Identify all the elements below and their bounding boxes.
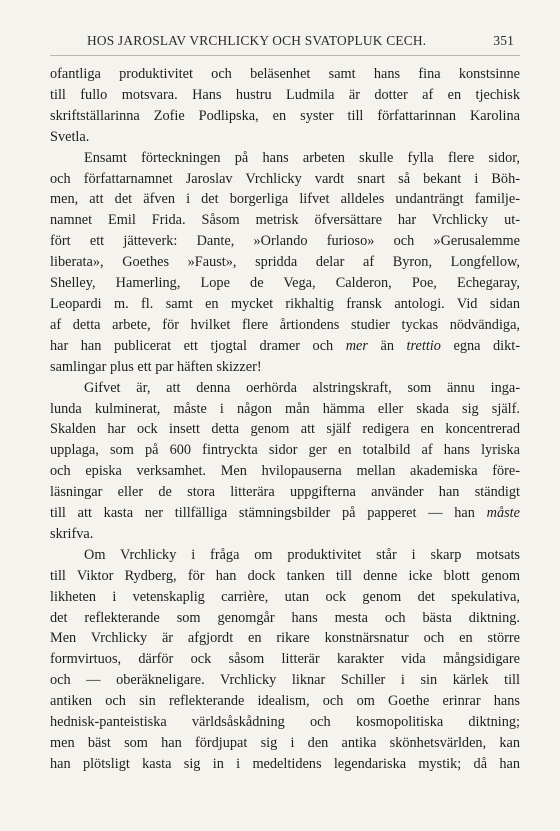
text-line	[50, 336, 520, 357]
text-run: till att kasta ner tillfälliga stämningsbilder på papperet — han	[50, 505, 487, 522]
text-line: skrifva.	[50, 525, 94, 542]
body-text	[50, 64, 520, 775]
text-line: Leopardi m. fl. samt en mycket rikhaltig fransk antologi. Vid sidan	[50, 295, 520, 312]
text-run: har han publicerat ett tjogtal dramer och	[50, 337, 346, 354]
page-number: 351	[493, 33, 514, 48]
text-line: lunda kulminerat, måste i någon mån hämma eller skada sig själf.	[50, 400, 520, 417]
text-line: Skalden har ock insett detta genom att själf redigera en koncentrerad	[50, 421, 520, 438]
text-line: till fullo motsvara. Hans hustru Ludmila är dotter af en tjechisk	[50, 86, 520, 103]
text-line: ofantliga produktivitet och beläsenhet samt hans fina konstsinne	[50, 66, 520, 82]
text-line: läsningar eller de stora litterära uppgifterna använder han ständigt	[50, 484, 520, 501]
text-line: och episka verksamhet. Men hvilopauserna mellan akademiska före-	[50, 463, 520, 480]
emphasis: måste	[486, 505, 520, 522]
running-head-title: HOS JAROSLAV VRCHLICKY OCH SVATOPLUK CECH.	[87, 33, 427, 48]
text-line: men, att det äfven i det borgerliga lifvet alldeles undanträngt familje-	[50, 191, 520, 208]
text-line: och — oberäkneligare. Vrchlicky liknar Schiller i sin kärlek till	[50, 672, 520, 689]
emphasis: trettio	[406, 337, 441, 354]
text-line: namnet Emil Frida. Såsom metrisk öfversättare har Vrchlicky ut-	[50, 212, 520, 229]
text-line: Ensamt förteckningen på hans arbeten skulle fylla flere sidor,	[84, 149, 520, 166]
text-line: han plötsligt kasta sig in i medeltidens legendariska mystik; då han	[50, 755, 520, 772]
text-line: och författarnamnet Jaroslav Vrchlicky vardt snart så bekant i Böh-	[50, 170, 520, 187]
text-line: liberata», Goethes »Faust», spridda delar af Byron, Longfellow,	[50, 254, 520, 271]
text-line: upplaga, som på 600 fintryckta sidor ger en totalbild af hans lyriska	[50, 442, 520, 459]
text-line: likheten i vetenskaplig carrière, utan ock genom det spekulativa,	[50, 588, 520, 605]
text-line: Gifvet är, att denna oerhörda alstringskraft, som ännu inga-	[84, 379, 520, 396]
text-line: Svetla.	[50, 128, 90, 145]
text-line: samlingar plus ett par häften skizzer!	[50, 358, 262, 375]
text-line: hednisk-panteistiska världsåskådning och kosmopolitiska diktning;	[50, 714, 520, 731]
text-line: fört ett jätteverk: Dante, »Orlando furioso» och »Gerusalemme	[50, 233, 520, 250]
text-line: formvirtuos, därför ock såsom litterär karakter vida mångsidigare	[50, 651, 520, 668]
text-line: antiken och sin reflekterande idealism, och om Goethe erinrar hans	[50, 693, 520, 710]
text-line: af detta arbete, för hvilket flere årtiondens studier tyckas nödvändiga,	[50, 316, 520, 333]
text-line: men bäst som han fördjupat sig i den antika skönhetsvärlden, kan	[50, 735, 520, 751]
header-rule	[50, 55, 520, 56]
text-run: än	[367, 337, 407, 354]
text-line: Men Vrchlicky är afgjordt en rikare konstnärsnatur och en större	[50, 630, 520, 647]
text-line: skriftställarinna Zofie Podlipska, en syster till författarinnan Karolina	[50, 107, 520, 124]
text-line: Shelley, Hamerling, Lope de Vega, Calderon, Poe, Echegaray,	[50, 275, 520, 292]
emphasis: mer	[345, 337, 368, 354]
text-line: det reflekterande som genomgår hans mesta och bästa diktning.	[50, 609, 520, 626]
text-line	[50, 503, 520, 524]
text-run: egna dikt-	[440, 337, 520, 354]
text-line: Om Vrchlicky i fråga om produktivitet står i skarp motsats	[84, 546, 520, 563]
text-line: till Viktor Rydberg, för han dock tanken till denne icke blott genom	[50, 567, 520, 584]
